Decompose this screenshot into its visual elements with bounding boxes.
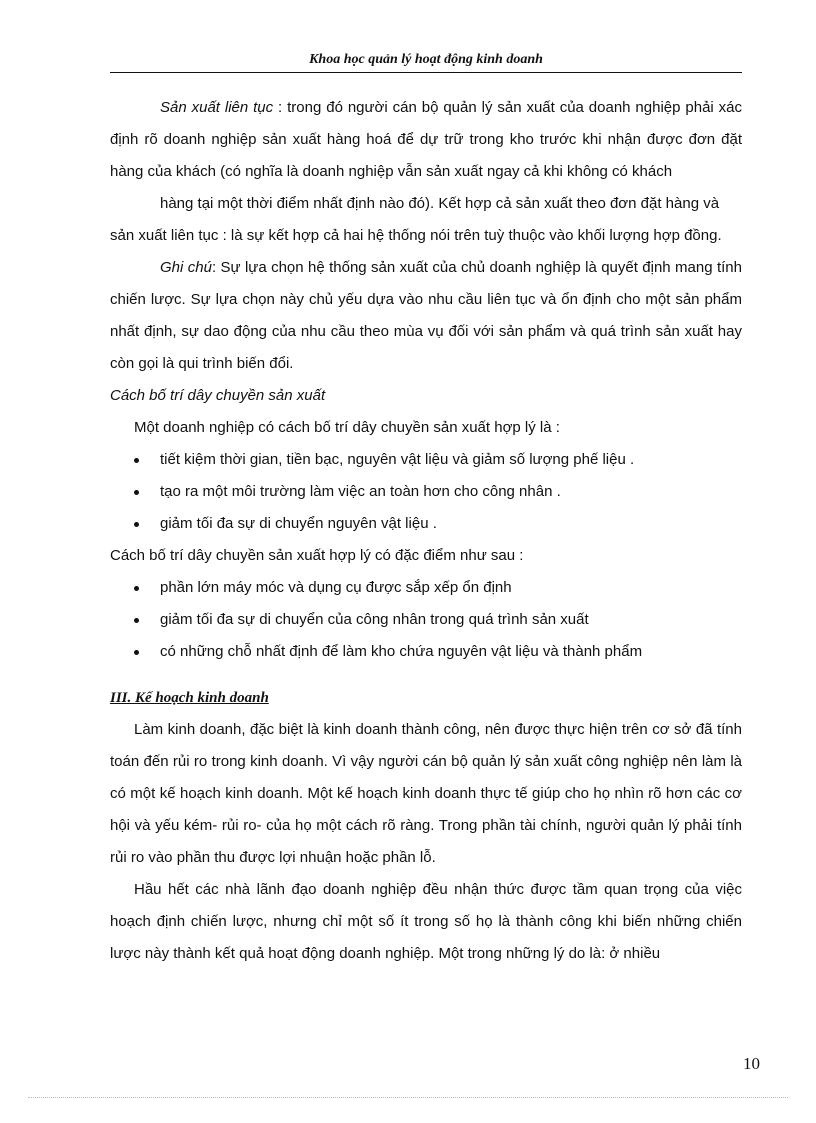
paragraph-continuous-production xyxy=(110,92,742,188)
paragraph-business-plan: Làm kinh doanh, đặc biệt là kinh doanh thành công, nên được thực hiện trên cơ sở đã tính toán đến rủi ro trong kinh doanh. Vì vậy người cán bộ quản lý sản xuất công nghiệp nên làm là có một kế hoạch kinh doanh. Một kế hoạch kinh doanh thực tế giúp cho họ nhìn rõ hơn các cơ hội và yếu kém- rủi ro- của họ một cách rõ ràng. Trong phần tài chính, người quản lý phải tính rủi ro vào phần thu được lợi nhuận hoặc phần lỗ. xyxy=(110,721,742,866)
list-item-text: tạo ra một môi trường làm việc an toàn hơn cho công nhân . xyxy=(160,483,561,500)
list-item xyxy=(110,508,742,540)
paragraph-combined-production: sản xuất liên tục : là sự kết hợp cả hai hệ thống nói trên tuỳ thuộc vào khối lượng hợp đồng. xyxy=(110,227,722,244)
running-header: Khoa học quản lý hoạt động kinh doanh xyxy=(309,52,543,67)
page-number: 10 xyxy=(743,1054,760,1073)
bullet-icon xyxy=(134,458,139,463)
list-item-text: có những chỗ nhất định để làm kho chứa nguyên vật liệu và thành phẩm xyxy=(160,643,643,660)
bullet-list-2 xyxy=(110,572,742,668)
paragraph-text: : trong đó người cán bộ quản lý sản xuất của doanh nghiệp phải xác định rõ doanh nghiệp sản xuất hàng hoá để dự trữ trong kho trước khi nhận được đơn đặt hàng của khách (có nghĩa là doanh nghiệp vẫn sản xuất ngay cả khi không có khách xyxy=(110,99,742,180)
bullet-list-1 xyxy=(110,444,742,540)
list-item-text: giảm tối đa sự di chuyển của công nhân trong quá trình sản xuất xyxy=(160,611,589,628)
note-text: : Sự lựa chọn hệ thống sản xuất của chủ doanh nghiệp là quyết định mang tính chiến lược. Sự lựa chọn này chủ yếu dựa vào nhu cầu liên tục và ổn định cho một sản phẩm nhất định, sự dao động của nhu cầu theo mùa vụ đối với sản phẩm và quá trình sản xuất hay còn gọi là qui trình biến đổi. xyxy=(110,259,742,372)
list-item-text: phần lớn máy móc và dụng cụ được sắp xếp ổn định xyxy=(160,579,512,596)
bullet-icon xyxy=(134,650,139,655)
paragraph-note xyxy=(110,252,742,380)
list-item xyxy=(110,476,742,508)
header-rule xyxy=(110,72,742,73)
subsection-title: Cách bố trí dây chuyền sản xuất xyxy=(110,387,326,404)
footer-rule xyxy=(28,1097,788,1098)
list-item-text: giảm tối đa sự di chuyển nguyên vật liệu . xyxy=(160,515,437,532)
list-item xyxy=(110,604,742,636)
list-intro-2: Cách bố trí dây chuyền sản xuất hợp lý có đặc điểm như sau : xyxy=(110,547,524,564)
paragraph-continuation: hàng tại một thời điểm nhất định nào đó). Kết hợp cả sản xuất theo đơn đặt hàng và xyxy=(160,195,720,212)
bullet-icon xyxy=(134,522,139,527)
document-body xyxy=(110,92,742,970)
list-intro-1: Một doanh nghiệp có cách bố trí dây chuyền sản xuất hợp lý là : xyxy=(134,419,560,436)
note-label: Ghi chú xyxy=(160,259,212,276)
list-item xyxy=(110,636,742,668)
bullet-icon xyxy=(134,586,139,591)
list-item xyxy=(110,572,742,604)
section-heading: III. Kế hoạch kinh doanh xyxy=(110,690,269,706)
list-item xyxy=(110,444,742,476)
paragraph-strategy: Hầu hết các nhà lãnh đạo doanh nghiệp đều nhận thức được tầm quan trọng của việc hoạch định chiến lược, nhưng chỉ một số ít trong số họ là thành công khi biến những chiến lược này thành kết quả hoạt động doanh nghiệp. Một trong những lý do là: ở nhiều xyxy=(110,881,742,962)
term-continuous-production: Sản xuất liên tục xyxy=(160,99,274,116)
list-item-text: tiết kiệm thời gian, tiền bạc, nguyên vật liệu và giảm số lượng phế liệu . xyxy=(160,451,635,468)
bullet-icon xyxy=(134,618,139,623)
bullet-icon xyxy=(134,490,139,495)
